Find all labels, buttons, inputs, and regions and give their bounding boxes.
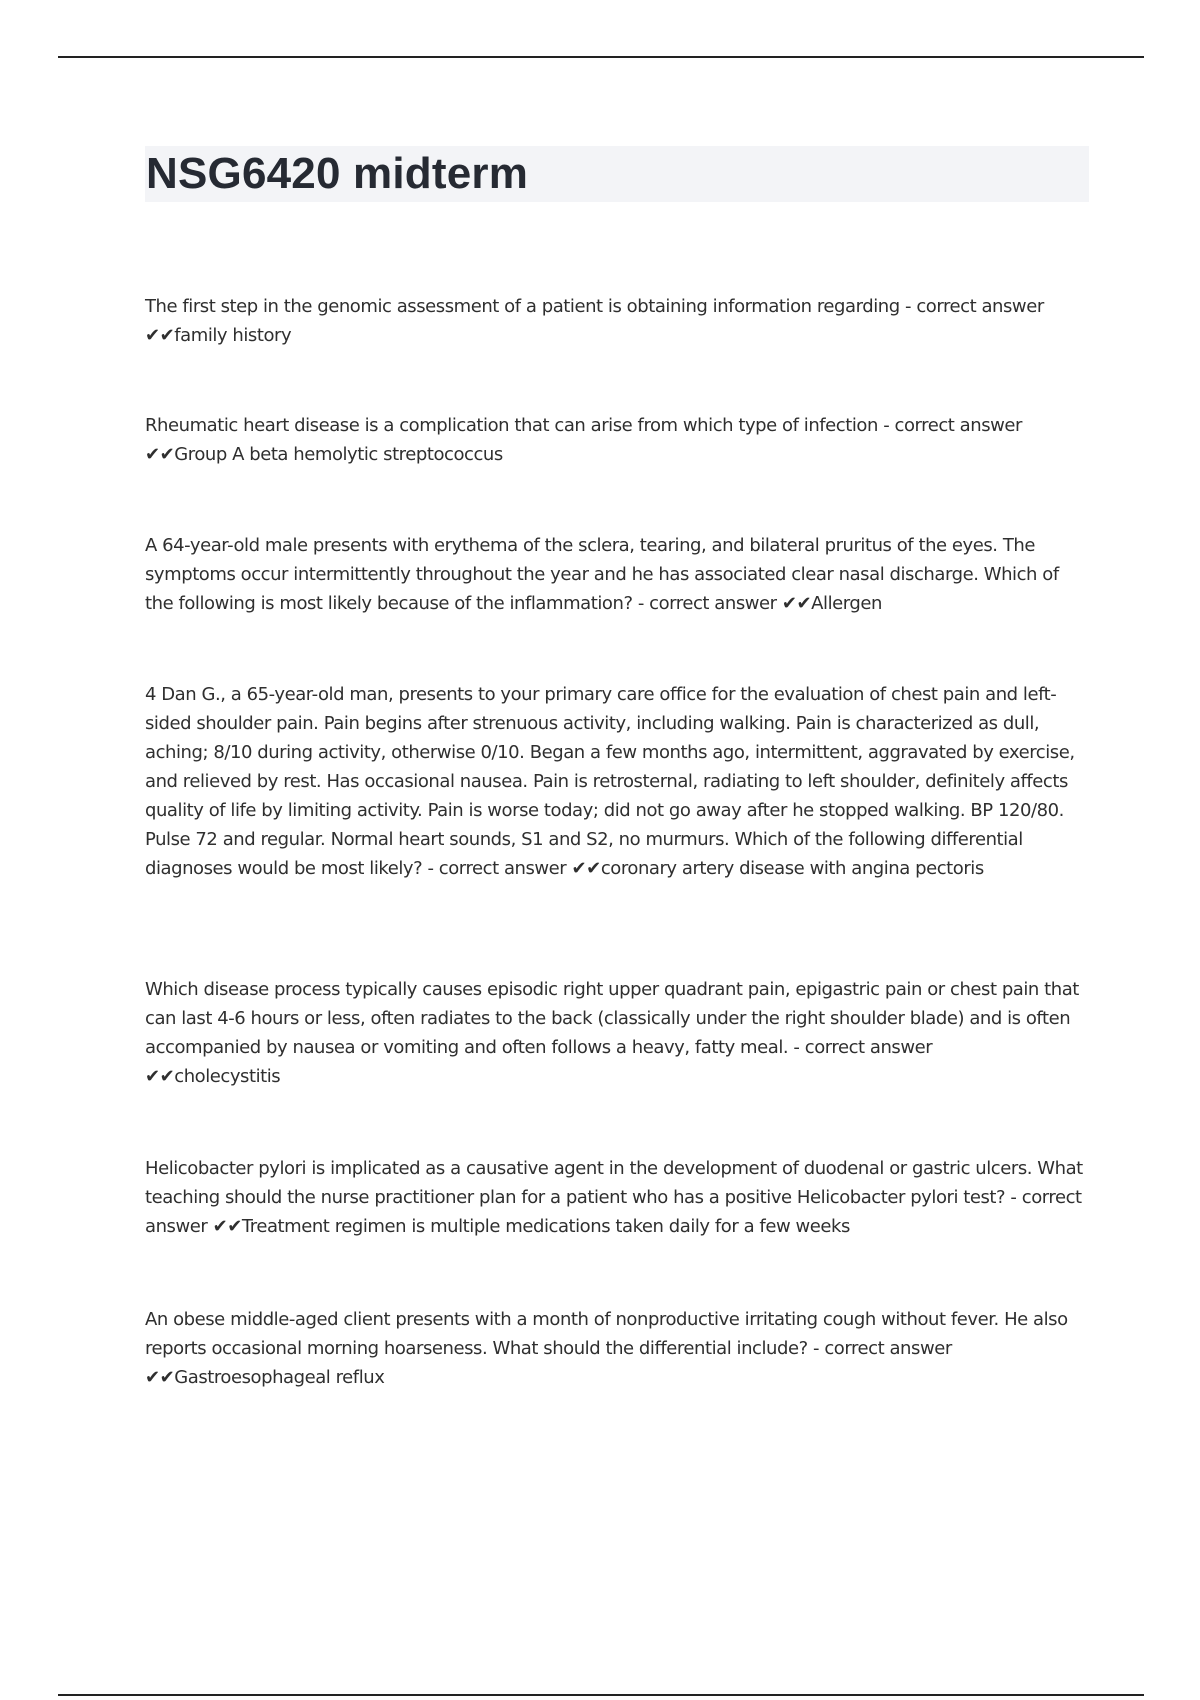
answer-label: correct answer [145, 1187, 1082, 1237]
check-marks-icon: ✔✔ [145, 1367, 175, 1388]
question-text: The first step in the genomic assessment of a patient is obtaining information regarding [145, 296, 900, 317]
answer-text: Allergen [811, 593, 882, 614]
check-marks-icon: ✔✔ [571, 858, 601, 879]
answer-text: Gastroesophageal reflux [174, 1367, 385, 1388]
separator: - [807, 1338, 825, 1359]
answer-text: family history [174, 325, 292, 346]
check-marks-icon: ✔✔ [145, 444, 175, 465]
qa-item-3 [145, 531, 1085, 618]
answer-text: Group A beta hemolytic streptococcus [174, 444, 503, 465]
qa-item-7 [145, 1305, 1085, 1392]
separator: - [899, 296, 917, 317]
page-title: NSG6420 midterm [146, 149, 529, 198]
answer-label: correct answer [649, 593, 777, 614]
question-text: An obese middle-aged client presents with a month of nonproductive irritating cough without fever. He also reports occasional morning hoarseness. What should the differential include? [145, 1309, 1068, 1359]
question-text: Which disease process typically causes episodic right upper quadrant pain, epigastric pain or chest pain that can last 4-6 hours or less, often radiates to the back (classically under the right shoulder blade) and is often accompanied by nausea or vomiting and often follows a heavy, fatty meal. [145, 979, 1079, 1058]
answer-label: correct answer [804, 1037, 933, 1058]
question-text: Helicobacter pylori is implicated as a causative agent in the development of duodenal or gastric ulcers. What teaching should the nurse practitioner plan for a patient who has a positive Helicobacter pylori test? [145, 1158, 1083, 1208]
answer-text: cholecystitis [174, 1066, 281, 1087]
header-rule [58, 56, 1144, 58]
qa-item-6 [145, 1154, 1085, 1241]
qa-item-4 [145, 680, 1085, 883]
answer-text: Treatment regimen is multiple medications taken daily for a few weeks [241, 1216, 850, 1237]
answer-label: correct answer [894, 415, 1022, 436]
check-marks-icon: ✔✔ [145, 325, 175, 346]
question-text: Rheumatic heart disease is a complication that can arise from which type of infection [145, 415, 878, 436]
check-marks-icon: ✔✔ [212, 1216, 242, 1237]
question-text: 4 Dan G., a 65-year-old man, presents to your primary care office for the evaluation of chest pain and left-sided shoulder pain. Pain begins after strenuous activity, including walking. Pain is characterized as dull, aching; 8/10 during activity, otherwise 0/10. Began a few months ago, intermittent, aggravated by exercise, and relieved by rest. Has occasional nausea. Pain is retrosternal, radiating to left shoulder, definitely affects quality of life by limiting activity. Pain is worse today; did not go away after he stopped walking. BP 120/80. Pulse 72 and regular. Normal heart sounds, S1 and S2, no murmurs. Which of the following differential diagnoses would be most likely? [145, 684, 1075, 879]
answer-label: correct answer [916, 296, 1044, 317]
qa-item-2 [145, 411, 1085, 469]
separator: - [788, 1037, 805, 1058]
question-text: A 64-year-old male presents with erythema of the sclera, tearing, and bilateral pruritus of the eyes. The symptoms occur intermittently throughout the year and he has associated clear nasal discharge. Which of the following is most likely because of the inflammation? [145, 535, 1059, 614]
check-marks-icon: ✔✔ [781, 593, 812, 614]
qa-item-5 [145, 975, 1085, 1091]
footer-rule [58, 1694, 1144, 1696]
check-marks-icon: ✔✔ [145, 1066, 175, 1087]
separator: - [877, 415, 895, 436]
separator: - [422, 858, 439, 879]
answer-text: coronary artery disease with angina pectoris [600, 858, 984, 879]
answer-label: correct answer [824, 1338, 952, 1359]
qa-item-1 [145, 292, 1085, 350]
separator: - [632, 593, 650, 614]
separator: - [1005, 1187, 1022, 1208]
answer-label: correct answer [438, 858, 567, 879]
